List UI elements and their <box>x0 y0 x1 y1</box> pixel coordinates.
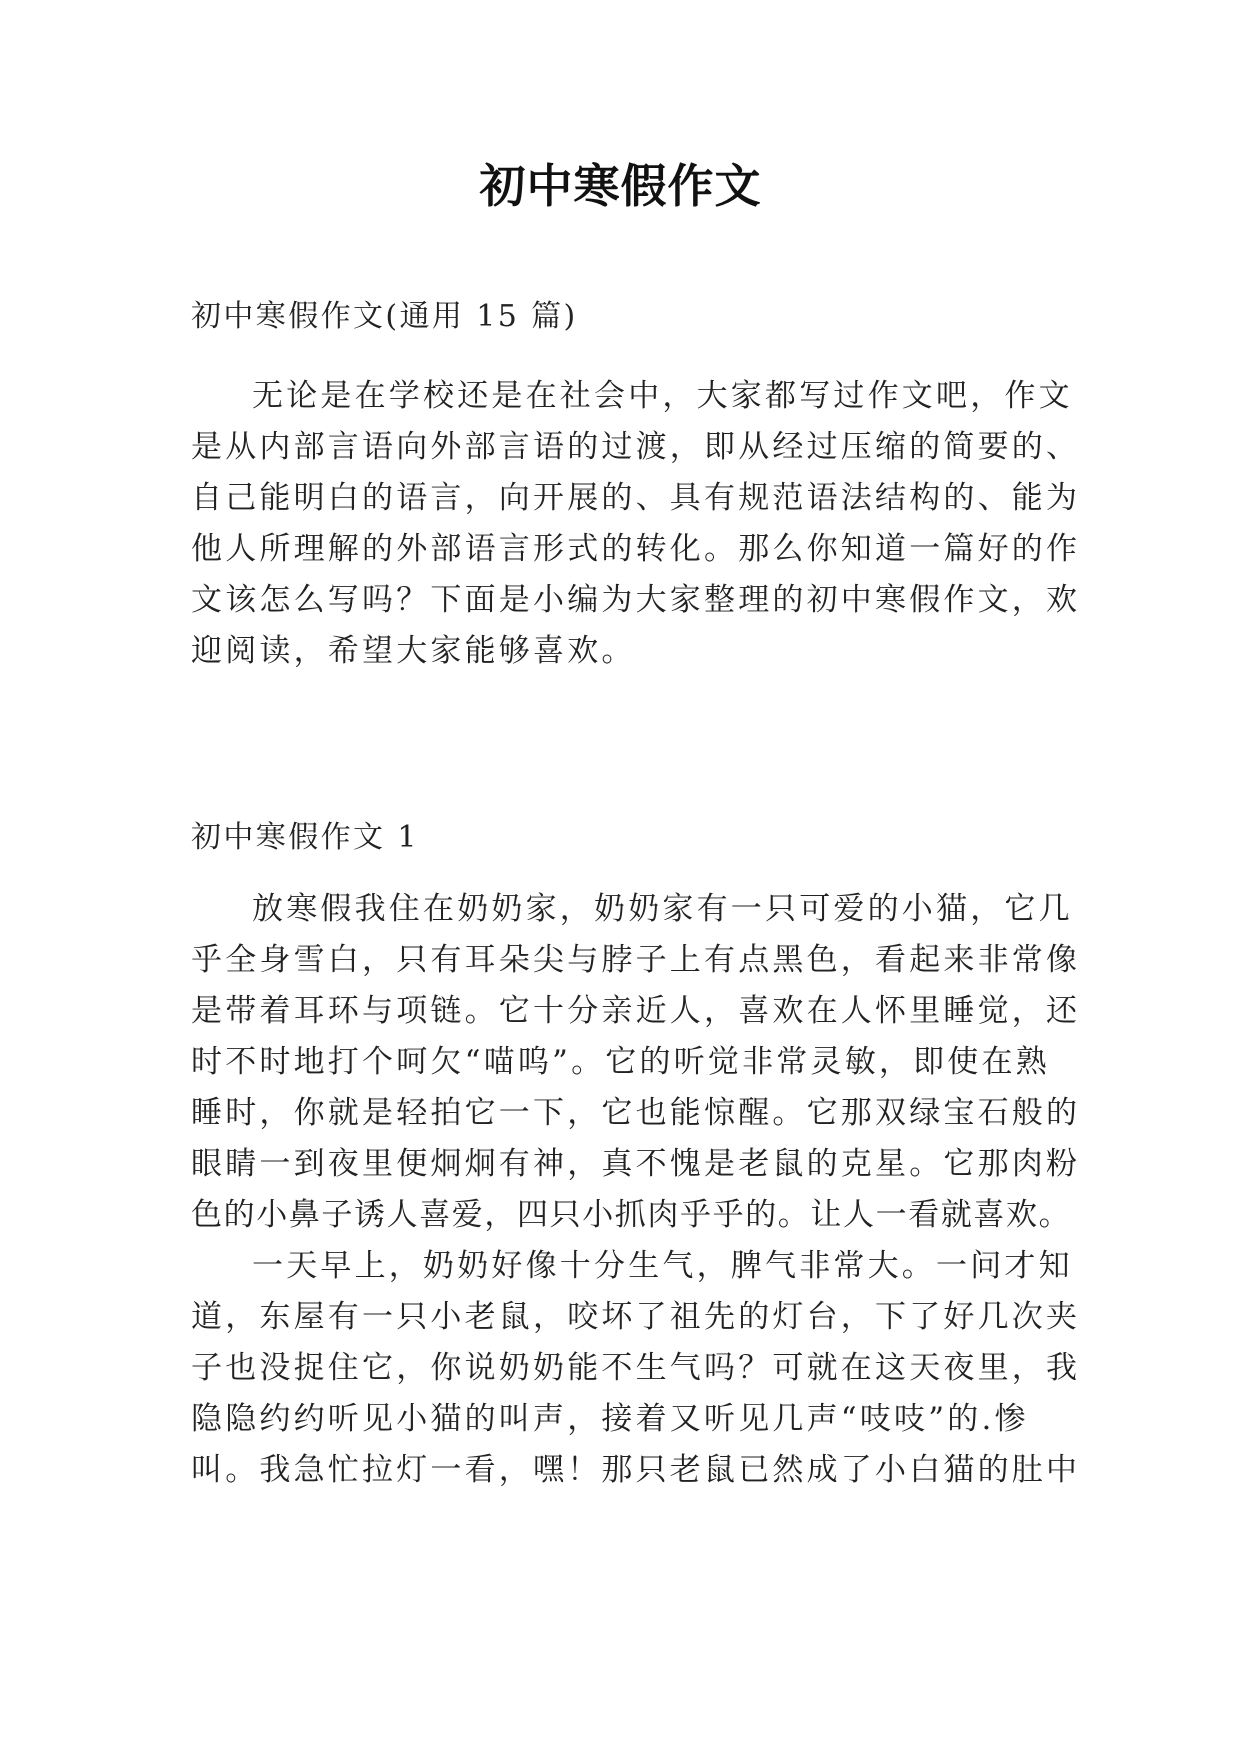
body-line: 叫。我急忙拉灯一看，嘿！那只老鼠已然成了小白猫的肚中 <box>191 1452 1081 1488</box>
body-line: 睡时，你就是轻拍它一下，它也能惊醒。它那双绿宝石般的 <box>191 1095 1081 1131</box>
document-subtitle: 初中寒假作文(通用 15 篇) <box>191 299 578 334</box>
intro-line: 无论是在学校还是在社会中，大家都写过作文吧，作文 <box>252 378 1073 414</box>
body-line: 一天早上，奶奶好像十分生气，脾气非常大。一问才知 <box>252 1248 1073 1284</box>
section-heading: 初中寒假作文 1 <box>191 820 419 855</box>
body-line: 是带着耳环与项链。它十分亲近人，喜欢在人怀里睡觉，还 <box>191 993 1081 1029</box>
body-line: 道，东屋有一只小老鼠，咬坏了祖先的灯台，下了好几次夹 <box>191 1299 1081 1335</box>
intro-line: 是从内部言语向外部言语的过渡，即从经过压缩的简要的、 <box>191 429 1081 465</box>
page-title: 初中寒假作文 <box>479 159 762 213</box>
body-line: 眼睛一到夜里便炯炯有神，真不愧是老鼠的克星。它那肉粉 <box>191 1146 1081 1182</box>
body-line: 时不时地打个呵欠“喵呜”。它的听觉非常灵敏，即使在熟 <box>191 1044 1050 1080</box>
body-line: 放寒假我住在奶奶家，奶奶家有一只可爱的小猫，它几 <box>252 891 1073 927</box>
body-line: 隐隐约约听见小猫的叫声，接着又听见几声“吱吱”的.惨 <box>191 1401 1029 1437</box>
intro-line: 自己能明白的语言，向开展的、具有规范语法结构的、能为 <box>191 480 1081 516</box>
body-line: 子也没捉住它，你说奶奶能不生气吗？可就在这天夜里，我 <box>191 1350 1081 1386</box>
intro-line: 文该怎么写吗？下面是小编为大家整理的初中寒假作文，欢 <box>191 582 1081 618</box>
body-line: 色的小鼻子诱人喜爱，四只小抓肉乎乎的。让人一看就喜欢。 <box>191 1197 1072 1233</box>
body-line: 乎全身雪白，只有耳朵尖与脖子上有点黑色，看起来非常像 <box>191 942 1081 978</box>
intro-line: 迎阅读，希望大家能够喜欢。 <box>191 633 636 669</box>
intro-line: 他人所理解的外部语言形式的转化。那么你知道一篇好的作 <box>191 531 1081 567</box>
